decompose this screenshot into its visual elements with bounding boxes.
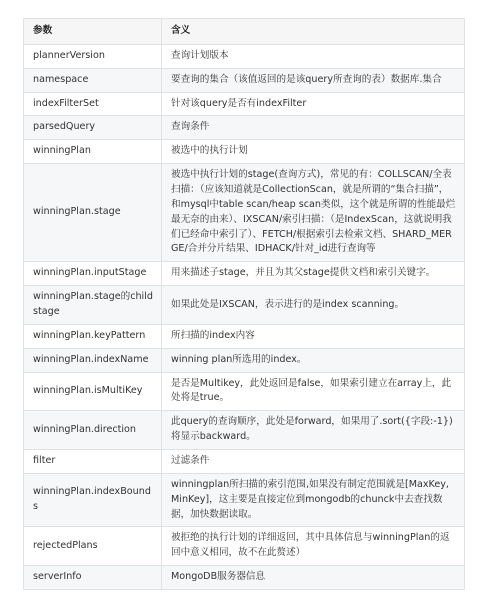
param-cell: winningPlan.indexBounds [24,473,162,527]
param-cell: winningPlan.direction [24,411,162,450]
param-cell: winningPlan [24,140,162,164]
meaning-cell: 是否是Multikey，此处返回是false，如果索引建立在array上，此处将是true。 [162,372,465,411]
table-row [24,164,465,262]
meaning-cell: 被选中的执行计划 [162,140,465,164]
meaning-cell: winningplan所扫描的索引范围,如果没有制定范围就是[MaxKey, MinKey]，这主要是直接定位到mongodb的chunck中去查找数据，加快数据读取。 [162,473,465,527]
table-row [24,44,465,68]
param-cell: rejectedPlans [24,527,162,566]
explain-fields-table-container [23,18,464,590]
table-row [24,68,465,92]
param-cell: winningPlan.inputStage [24,262,162,286]
meaning-cell: 查询计划版本 [162,44,465,68]
table-row [24,473,465,527]
table-row [24,286,465,325]
meaning-cell: 针对该query是否有indexFilter [162,92,465,116]
table-row [24,411,465,450]
table-row [24,116,465,140]
meaning-cell: 如果此处是IXSCAN，表示进行的是index scanning。 [162,286,465,325]
param-cell: parsedQuery [24,116,162,140]
param-cell: winningPlan.stage [24,164,162,262]
meaning-cell: 被选中执行计划的stage(查询方式)，常见的有：COLLSCAN/全表扫描：（应该知道就是CollectionScan，就是所谓的“集合扫描”，和mysql中table scan/heap scan类似，这个就是所谓的性能最烂最无奈的由来）、IXSCAN/索引扫描：（是IndexScan，这就说明我们已经命中索引了）、FETCH/根据索引去检索文档、SHARD_MERGE/合并分片结果、IDHACK/针对_id进行查询等 [162,164,465,262]
table-row [24,450,465,474]
meaning-cell: 所扫描的index内容 [162,324,465,348]
param-cell: winningPlan.indexName [24,348,162,372]
table-row [24,527,465,566]
table-header-row [24,19,465,45]
param-cell: indexFilterSet [24,92,162,116]
meaning-cell: 用来描述子stage，并且为其父stage提供文档和索引关键字。 [162,262,465,286]
param-cell: filter [24,450,162,474]
table-row [24,372,465,411]
explain-fields-table [23,18,465,590]
meaning-cell: 此query的查询顺序，此处是forward，如果用了.sort({字段:-1})将显示backward。 [162,411,465,450]
table-row [24,262,465,286]
param-cell: winningPlan.keyPattern [24,324,162,348]
meaning-cell: 被拒绝的执行计划的详细返回，其中具体信息与winningPlan的返回中意义相同，故不在此赘述） [162,527,465,566]
header-meaning: 含义 [162,19,465,45]
table-row [24,92,465,116]
table-row [24,140,465,164]
param-cell: winningPlan.isMultiKey [24,372,162,411]
meaning-cell: winning plan所选用的index。 [162,348,465,372]
param-cell: namespace [24,68,162,92]
meaning-cell: MongoDB服务器信息 [162,566,465,590]
meaning-cell: 查询条件 [162,116,465,140]
header-param: 参数 [24,19,162,45]
table-row [24,348,465,372]
param-cell: plannerVersion [24,44,162,68]
meaning-cell: 要查询的集合（该值返回的是该query所查询的表）数据库.集合 [162,68,465,92]
param-cell: serverInfo [24,566,162,590]
table-row [24,324,465,348]
table-row [24,566,465,590]
param-cell: winningPlan.stage的child stage [24,286,162,325]
meaning-cell: 过滤条件 [162,450,465,474]
